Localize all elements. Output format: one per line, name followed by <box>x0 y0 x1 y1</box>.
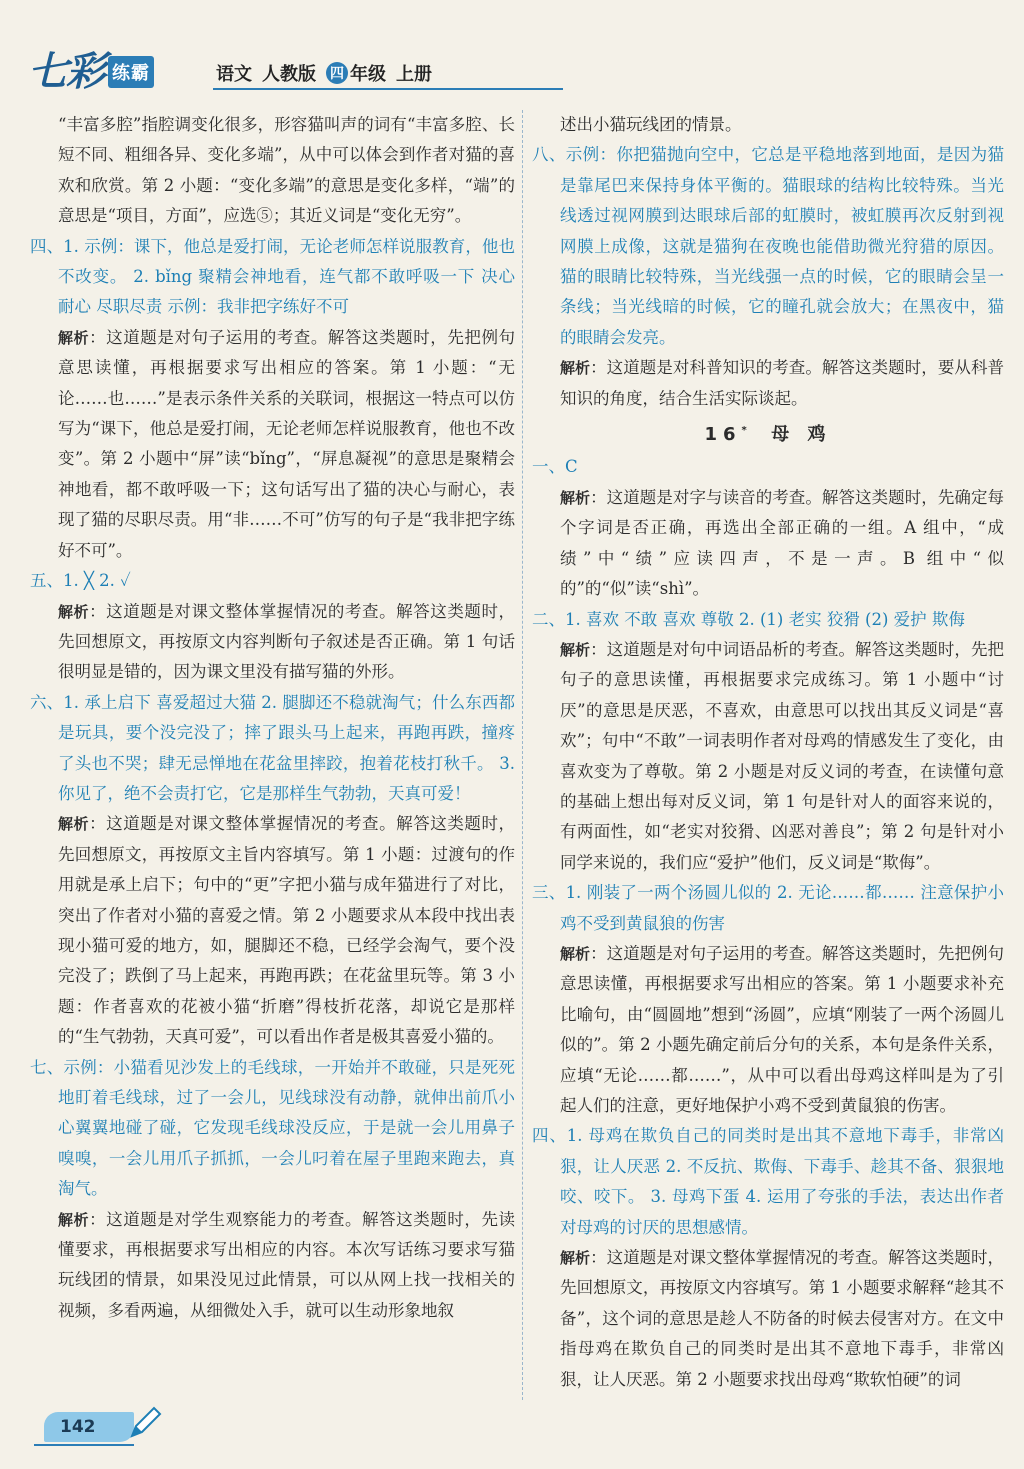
explanation-label: 解析 <box>560 1249 591 1268</box>
volume: 上册 <box>396 64 432 85</box>
explanation-label: 解析 <box>58 815 90 834</box>
answer-section-r1 <box>532 452 1004 482</box>
answer-section-r3 <box>532 878 1004 939</box>
answer-text: 二、1. 喜欢 不敢 喜欢 尊敬 2. (1) 老实 狡猾 (2) 爱护 欺侮 <box>532 609 965 629</box>
explanation-8 <box>532 353 1004 414</box>
right-column <box>532 110 1004 1395</box>
lesson-name: 母 鸡 <box>771 424 832 446</box>
explanation-text: ：这道题是对课文整体掌握情况的考查。解答这类题时，先回想原文，再按原文内容填写。第 1 小题要求解释“趁其不备”，这个词的意思是趁人不防备的时候去侵害对方。在文中指母鸡在欺负自己的同类时是出其不意地下毒手，非常凶狠，让人厌恶。第 2 小题要求找出母鸡“欺软怕硬”的词 <box>560 1248 1004 1389</box>
explanation-label: 解析 <box>560 488 591 507</box>
page-number: 142 <box>44 1412 134 1442</box>
explanation-r2 <box>532 635 1004 878</box>
book-info <box>216 60 432 86</box>
paragraph-continued: “丰富多腔”指腔调变化很多，形容猫叫声的词有“丰富多腔、长短不同、粗细各异、变化多端”，从中可以体会到作者对猫的喜欢和欣赏。第 2 小题：“变化多端”的意思是变化多样，“端”的意思是“项目，方面”，应选⑤；其近义词是“变化无穷”。 <box>58 115 515 226</box>
column-divider <box>522 110 524 1400</box>
answer-section-6 <box>30 688 515 810</box>
logo-box: 练霸 <box>108 56 154 88</box>
explanation-r3 <box>532 939 1004 1121</box>
answer-section-7 <box>30 1053 515 1205</box>
subject: 语文 <box>216 64 252 85</box>
explanation-label: 解析 <box>58 328 90 347</box>
left-column <box>30 110 515 1326</box>
explanation-text: ：这道题是对课文整体掌握情况的考查。解答这类题时，先回想原文，再按原文主旨内容填写。第 1 小题：过渡句的作用就是承上启下；句中的“更”字把小猫与成年猫进行了对比，突出了作者对小猫的喜爱之情。第 2 小题要求从本段中找出表现小猫可爱的地方，如，腿脚还不稳，已经学会淘气，要个没完没了；跌倒了马上起来，再跑再跌；在花盆里玩等。第 3 小题：作者喜欢的花被小猫“折磨”得枝折花落，却说它是那样的“生气勃勃，天真可爱”，可以看出作者是极其喜爱小猫的。 <box>58 814 515 1047</box>
grade-badge: 四 <box>326 62 348 84</box>
answer-section-r4 <box>532 1121 1004 1243</box>
answer-text: 七、示例：小猫看见沙发上的毛线球，一开始并不敢碰，只是死死地盯着毛线球，过了一会儿，见线球没有动静，就伸出前爪小心翼翼地碰了碰，它发现毛线球没反应，于是就一会儿用鼻子嗅嗅，一会儿用爪子抓抓，一会儿叼着在屋子里跑来跑去，真淘气。 <box>30 1057 515 1199</box>
brand-logo <box>28 48 154 96</box>
answer-text: 五、1. ╳ 2. ✓ <box>30 571 131 591</box>
explanation-label: 解析 <box>58 1210 90 1229</box>
answer-text: 四、1. 示例：课下，他总是爱打闹，无论老师怎样说服教育，他也不改变。 2. bǐng 聚精会神地看，连气都不敢呼吸一下 决心 耐心 尽职尽责 示例：我非把字练好不可 <box>30 236 515 317</box>
explanation-5 <box>30 597 515 688</box>
footer-rule <box>34 1444 134 1446</box>
explanation-7 <box>30 1205 515 1327</box>
page-header <box>28 48 998 96</box>
explanation-label: 解析 <box>58 602 90 621</box>
explanation-label: 解析 <box>560 944 591 963</box>
explanation-text: ：这道题是对句中词语品析的考查。解答这类题时，先把句子的意思读懂，再根据要求完成练习。第 1 小题中“讨厌”的意思是厌恶，不喜欢，由意思可以找出其反义词是“喜欢”；句中“不敢”一词表明作者对母鸡的情感发生了变化，由喜欢变为了尊敬。第 2 小题是对反义词的考查，在读懂句意的基础上想出每对反义词，第 1 句是针对人的面容来说的，有两面性，如“老实对狡猾、凶恶对善良”；第 2 句是针对小同学来说的，我们应“爱护”他们，反义词是“欺侮”。 <box>560 639 1004 872</box>
explanation-r4 <box>532 1243 1004 1395</box>
grade-label: 年级 <box>350 64 386 85</box>
answer-text: 三、1. 刚装了一两个汤圆儿似的 2. 无论……都…… 注意保护小鸡不受到黄鼠狼的伤害 <box>532 883 1004 933</box>
explanation-text: ：这道题是对学生观察能力的考查。解答这类题时，先读懂要求，再根据要求写出相应的内容。本次写话练习要求写猫玩线团的情景，如果没见过此情景，可以从网上找一找相关的视频，多看两遍，从细微处入手，就可以生动形象地叙 <box>58 1209 515 1320</box>
header-rule <box>213 88 563 90</box>
grade-group <box>326 60 386 86</box>
explanation-text: ：这道题是对字与读音的考查。解答这类题时，先确定每个字词是否正确，再选出全部正确的一组。A 组中，“成绩”中“绩”应读四声，不是一声。B 组中“似的”的“似”读“shì”。 <box>560 487 1004 599</box>
answer-section-5 <box>30 566 515 596</box>
lesson-number: 16 <box>704 424 742 446</box>
answer-section-8 <box>532 140 1004 353</box>
explanation-r1 <box>532 483 1004 605</box>
lesson-title <box>532 416 1004 450</box>
paragraph-continued: 述出小猫玩线团的情景。 <box>560 115 742 134</box>
explanation-text: ：这道题是对句子运用的考查。解答这类题时，先把例句意思读懂，再根据要求写出相应的答案。第 1 小题要求补充比喻句，由“圆圆地”想到“汤圆”，应填“刚装了一两个汤圆儿似的”。第 2 小题先确定前后分句的关系，本句是条件关系，应填“无论……都……”，从中可以看出母鸡这样叫是为了引起人们的注意，更好地保护小鸡不受到黄鼠狼的伤害。 <box>560 943 1004 1115</box>
explanation-label: 解析 <box>560 640 591 659</box>
explanation-text: ：这道题是对课文整体掌握情况的考查。解答这类题时，先回想原文，再按原文内容判断句子叙述是否正确。第 1 句话很明显是错的，因为课文里没有描写猫的外形。 <box>58 601 515 682</box>
pencil-icon <box>124 1402 164 1442</box>
edition: 人教版 <box>262 64 316 85</box>
answer-text: 一、C <box>532 457 578 477</box>
explanation-text: ：这道题是对科普知识的考查。解答这类题时，要从科普知识的角度，结合生活实际谈起。 <box>560 358 1004 408</box>
answer-section-4 <box>30 232 515 323</box>
explanation-4 <box>30 323 515 566</box>
explanation-text: ：这道题是对句子运用的考查。解答这类题时，先把例句意思读懂，再根据要求写出相应的答案。第 1 小题：“无论……也……”是表示条件关系的关联词，根据这一特点可以仿写为“课下，他总是爱打闹，无论老师怎样说服教育，他也不改变”。第 2 小题中“屏”读“bǐng”，“屏息凝视”的意思是聚精会神地看，都不敢呼吸一下；这句话写出了猫的决心与耐心，表现了猫的尽职尽责。用“非……不可”仿写的句子是“我非把字练好不可”。 <box>58 327 515 560</box>
explanation-label: 解析 <box>560 359 591 378</box>
logo-text: 七彩 <box>28 48 104 95</box>
answer-text: 八、示例：你把猫抛向空中，它总是平稳地落到地面，是因为猫是靠尾巴来保持身体平衡的。猫眼球的结构比较特殊。当光线透过视网膜到达眼球后部的虹膜时，被虹膜再次反射到视网膜上成像，这就是猫狗在夜晚也能借助微光狩猎的原因。猫的眼睛比较特殊，当光线强一点的时候，它的眼睛会呈一条线；当光线暗的时候，它的瞳孔就会放大；在黑夜中，猫的眼睛会发亮。 <box>532 145 1004 347</box>
lesson-star: * <box>741 425 747 437</box>
answer-text: 四、1. 母鸡在欺负自己的同类时是出其不意地下毒手，非常凶狠，让人厌恶 2. 不反抗、欺侮、下毒手、趁其不备、狠狠地咬、咬下。 3. 母鸡下蛋 4. 运用了夸张的手法，表达出作者对母鸡的讨厌的思想感情。 <box>532 1126 1004 1237</box>
answer-text: 六、1. 承上启下 喜爱超过大猫 2. 腿脚还不稳就淘气；什么东西都是玩具，要个没完没了；摔了跟头马上起来，再跑再跌，撞疼了头也不哭；肆无忌惮地在花盆里摔跤，抱着花枝打秋千。 3. 你见了，绝不会责打它，它是那样生气勃勃，天真可爱！ <box>30 692 515 803</box>
answer-section-r2 <box>532 605 1004 635</box>
explanation-6 <box>30 809 515 1052</box>
